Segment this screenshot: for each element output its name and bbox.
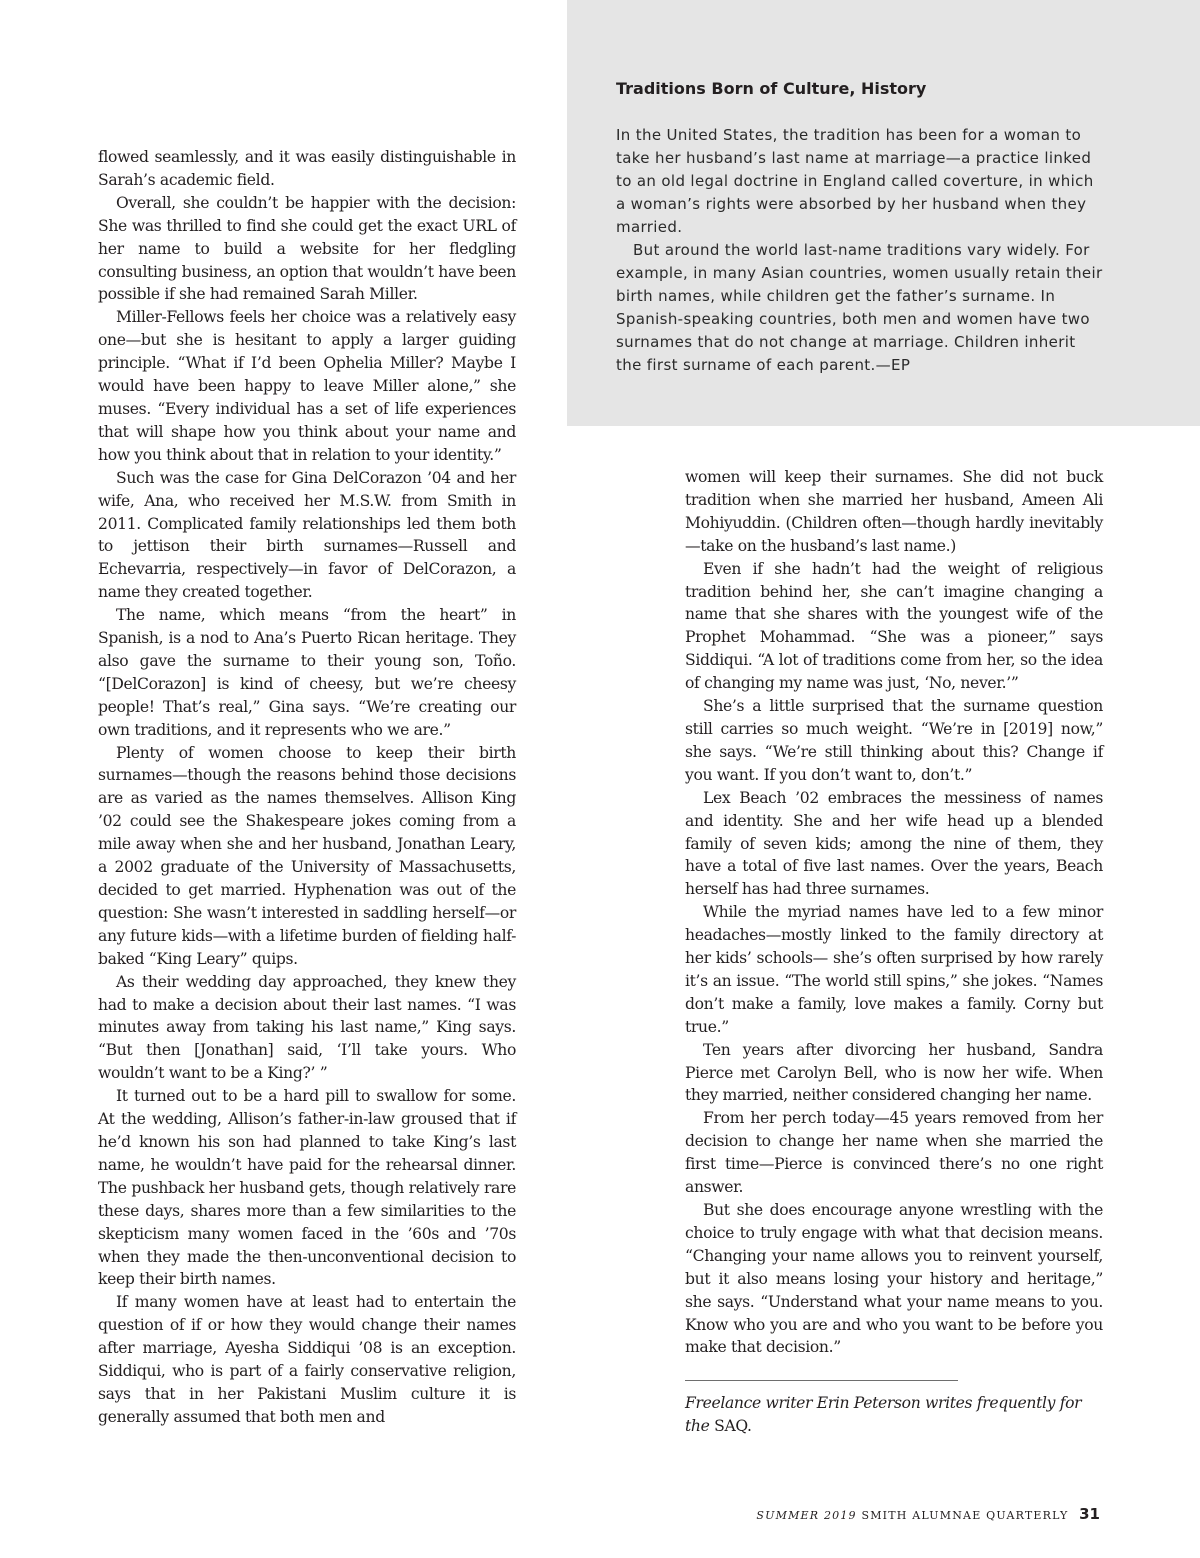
page-footer xyxy=(756,1502,1100,1528)
article-paragraph: Lex Beach ’02 embraces the messiness of names and identity. She and her wife head up a blended family of seven kids; among the nine of them, they have a total of five last names. Over the years, Beach herself has had three surnames. xyxy=(685,788,1103,899)
article-paragraph: While the myriad names have led to a few minor headaches—mostly linked to the family directory at her kids’ schools— she’s often surprised by how rarely it’s an issue. “The world still spins,” she jokes. “Names don’t make a family, love makes a family. Corny but true.” xyxy=(685,903,1103,1036)
credit-magazine: SAQ xyxy=(714,1416,748,1435)
footer-publication: SMITH ALUMNAE QUARTERLY xyxy=(861,1509,1069,1522)
article-left-column xyxy=(98,146,516,1429)
article-paragraph: women will keep their surnames. She did not buck tradition when she married her husband, Ameen Ali Mohiyuddin. (Children often—though hardly inevitably—take on the husband’s last name.) xyxy=(685,468,1103,555)
credit-divider xyxy=(685,1380,958,1381)
author-credit xyxy=(685,1392,1105,1438)
article-paragraph: Even if she hadn’t had the weight of religious tradition behind her, she can’t imagine changing a name that she shares with the youngest wife of the Prophet Mohammad. “She was a pioneer,” says Siddiqui. “A lot of traditions come from her, so the idea of changing my name was just, ‘No, never.’” xyxy=(685,559,1103,693)
article-paragraph: Miller-Fellows feels her choice was a relatively easy one—but she is hesitant to apply a larger guiding principle. “What if I’d been Ophelia Miller? Maybe I would have been happy to leave Miller alone,” she muses. “Every individual has a set of life experiences that will shape how you think about your name and how you think about that in relation to your identity.” xyxy=(98,308,516,464)
credit-period: . xyxy=(747,1416,752,1435)
sidebar-paragraph: In the United States, the tradition has been for a woman to take her husband’s last name at marriage—a practice linked to an old legal doctrine in England called coverture, in which a woman’s rights were absorbed by her husband when they married. xyxy=(616,126,1094,236)
article-paragraph: Overall, she couldn’t be happier with the decision: She was thrilled to find she could get the exact URL of her name to build a website for her fledgling consulting business, an option that wouldn’t have been possible if she had remained Sarah Miller. xyxy=(98,193,516,304)
article-paragraph: But she does encourage anyone wrestling with the choice to truly engage with what that decision means. “Changing your name allows you to reinvent yourself, but it also means losing your history and heritage,” she says. “Understand what your name means to you. Know who you are and who you want to be before you make that decision.” xyxy=(685,1201,1103,1357)
sidebar-paragraph: But around the world last-name traditions vary widely. For example, in many Asian countries, women usually retain their birth names, while children get the father’s surname. In Spanish-speaking countries, both men and women have two surnames that do not change at marriage. Children inherit the first surname of each parent.—EP xyxy=(616,241,1103,374)
article-paragraph: As their wedding day approached, they knew they had to make a decision about their last names. “I was minutes away from taking his last name,” King says. “But then [Jonathan] said, ‘I’ll take yours. Who wouldn’t want to be a King?’ ” xyxy=(98,972,516,1083)
footer-issue: SUMMER 2019 xyxy=(756,1509,857,1522)
article-paragraph: Plenty of women choose to keep their birth surnames—though the reasons behind those decisions are as varied as the names themselves. Allison King ’02 could see the Shakespeare jokes coming from a mile away when she and her husband, Jonathan Leary, a 2002 graduate of the University of Massachusetts, decided to get married. Hyphenation was out of the question: She wasn’t interested in saddling herself—or any future kids—with a lifetime burden of fielding half-baked “King Leary” quips. xyxy=(98,743,516,968)
sidebar-body xyxy=(616,124,1106,377)
article-paragraph: Ten years after divorcing her husband, Sandra Pierce met Carolyn Bell, who is now her wife. When they married, neither considered changing her name. xyxy=(685,1040,1103,1105)
article-paragraph: Such was the case for Gina DelCorazon ’04 and her wife, Ana, who received her M.S.W. from Smith in 2011. Complicated family relationships led them both to jettison their birth surnames—Russell and Echevarria, respectively—in favor of DelCorazon, a name they created together. xyxy=(98,468,516,602)
sidebar-title: Traditions Born of Culture, History xyxy=(616,79,927,98)
article-right-column xyxy=(685,466,1103,1359)
credit-text: Freelance writer Erin Peterson writes frequently for the xyxy=(685,1394,1082,1435)
article-paragraph: From her perch today—45 years removed from her decision to change her name when she married the first time—Pierce is convinced there’s no one right answer. xyxy=(685,1109,1103,1197)
article-paragraph: It turned out to be a hard pill to swallow for some. At the wedding, Allison’s father-in-law groused that if he’d known his son had planned to take King’s last name, he wouldn’t have paid for the rehearsal dinner. The pushback her husband gets, though relatively rare these days, shares more than a few similarities to the skepticism many women faced in the ’60s and ’70s when they made the then-unconventional decision to keep their birth names. xyxy=(98,1087,516,1289)
article-paragraph: If many women have at least had to entertain the question of if or how they would change their names after marriage, Ayesha Siddiqui ’08 is an exception. Siddiqui, who is part of a fairly conservative religion, says that in her Pakistani Muslim culture it is generally assumed that both men and xyxy=(98,1293,516,1426)
article-paragraph: The name, which means “from the heart” in Spanish, is a nod to Ana’s Puerto Rican heritage. They also gave the surname to their young son, Toño. “[DelCorazon] is kind of cheesy, but we’re cheesy people! That’s real,” Gina says. “We’re creating our own traditions, and it represents who we are.” xyxy=(98,606,516,739)
article-paragraph: flowed seamlessly, and it was easily distinguishable in Sarah’s academic field. xyxy=(98,148,516,189)
article-paragraph: She’s a little surprised that the surname question still carries so much weight. “We’re in [2019] now,” she says. “We’re still thinking about this? Change if you want. If you don’t want to, don’t.” xyxy=(685,697,1103,784)
page-number: 31 xyxy=(1079,1505,1100,1523)
